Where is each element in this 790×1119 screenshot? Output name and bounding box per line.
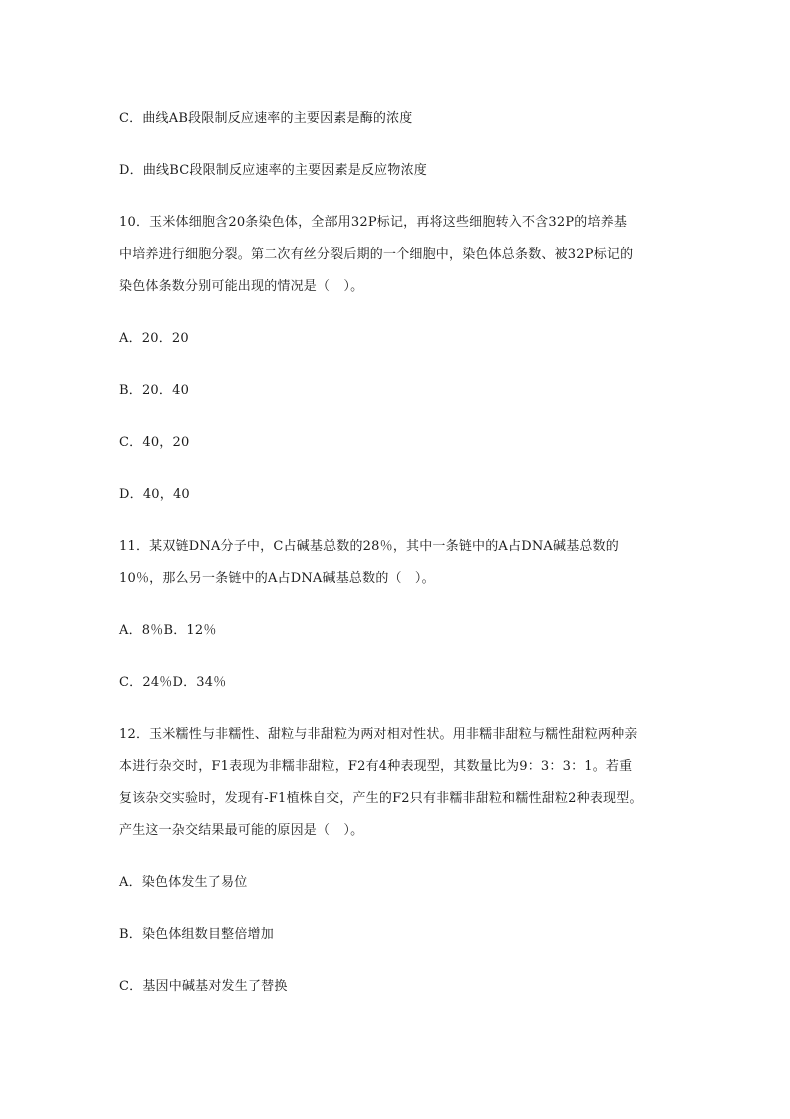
question-11-line-2: 10％，那么另一条链中的A占DNA碱基总数的（ ）。 xyxy=(119,571,435,586)
question-12-line-4: 产生这一杂交结果最可能的原因是（ ）。 xyxy=(119,823,364,838)
options-ab-q11: A．8％B．12％ xyxy=(119,623,217,638)
option-d-q9: D．曲线BC段限制反应速率的主要因素是反应物浓度 xyxy=(119,163,427,178)
question-10-line-2: 中培养进行细胞分裂。第二次有丝分裂后期的一个细胞中，染色体总条数、被32P标记的 xyxy=(119,247,634,262)
question-10-line-1: 10．玉米体细胞含20条染色体，全部用32P标记，再将这些细胞转入不含32P的培养基 xyxy=(119,215,628,230)
question-12-line-1: 12．玉米糯性与非糯性、甜粒与非甜粒为两对相对性状。用非糯非甜粒与糯性甜粒两种亲 xyxy=(119,727,638,742)
question-11-line-1: 11．某双链DNA分子中，C占碱基总数的28％，其中一条链中的A占DNA碱基总数的 xyxy=(119,539,619,554)
question-12-line-3: 复该杂交实验时，发现有-F1植株自交，产生的F2只有非糯非甜粒和糯性甜粒2种表现型。 xyxy=(119,791,643,806)
option-a-q12: A．染色体发生了易位 xyxy=(119,875,248,890)
option-b-q12: B．染色体组数目整倍增加 xyxy=(119,927,274,942)
option-b-q10: B．20．40 xyxy=(119,383,190,398)
option-c-q12: C．基因中碱基对发生了替换 xyxy=(119,979,288,994)
question-10-line-3: 染色体条数分别可能出现的情况是（ ）。 xyxy=(119,279,364,294)
option-c-q9: C．曲线AB段限制反应速率的主要因素是酶的浓度 xyxy=(119,111,413,126)
question-12-line-2: 本进行杂交时，F1表现为非糯非甜粒，F2有4种表现型，其数量比为9：3：3：1。若重 xyxy=(119,759,633,774)
option-c-q10: C．40，20 xyxy=(119,435,190,450)
option-d-q10: D．40，40 xyxy=(119,487,190,502)
options-cd-q11: C．24％D．34％ xyxy=(119,675,227,690)
option-a-q10: A．20．20 xyxy=(119,331,189,346)
